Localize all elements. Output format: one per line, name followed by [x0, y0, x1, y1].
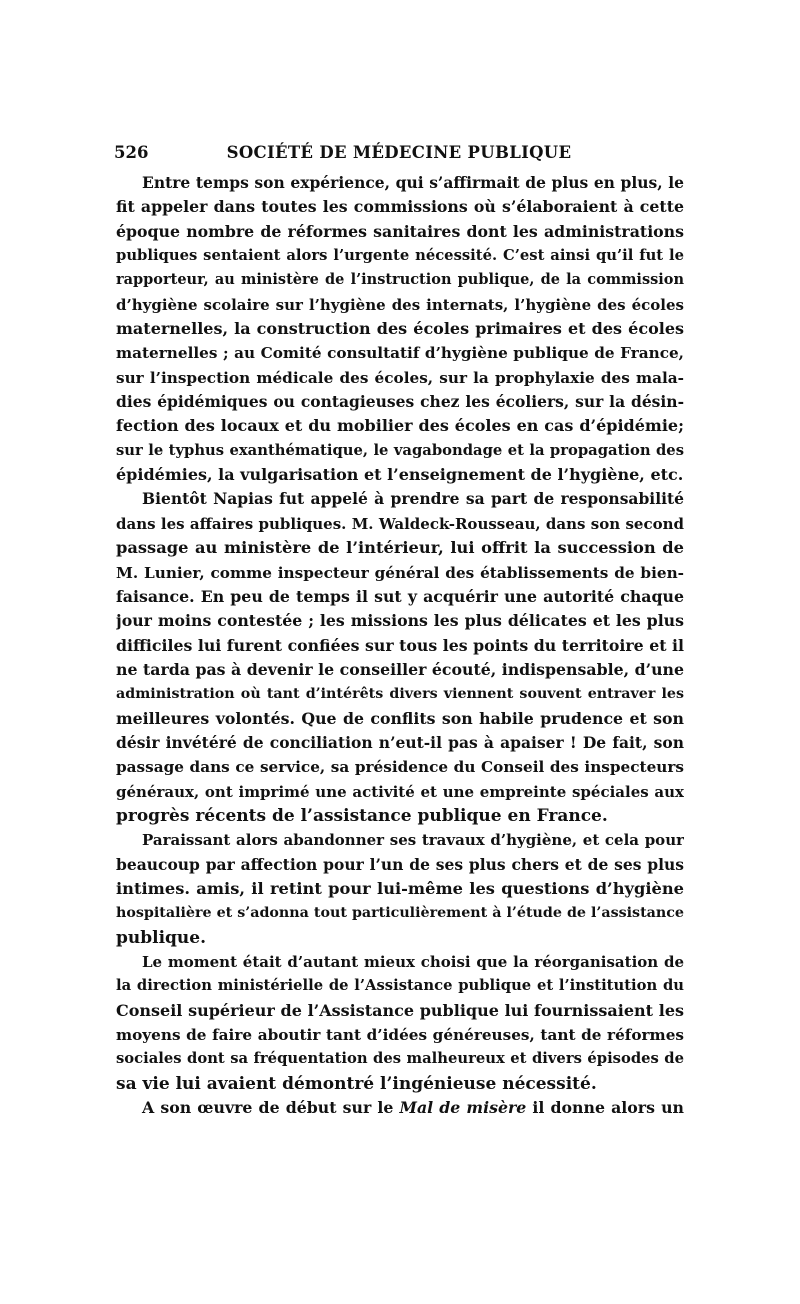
text-line: passage au ministère de l’intérieur, lui offrit la succession de [116, 538, 684, 558]
text-run: il donne alors un [526, 1098, 684, 1118]
text-line: la direction ministérielle de l’Assistance publique et l’institution du [116, 977, 684, 995]
body-text [116, 171, 684, 1120]
text-line: publique. [116, 927, 207, 948]
paragraph-5 [116, 1096, 684, 1120]
text-line: fection des locaux et du mobilier des écoles en cas d’épidémie; [116, 416, 684, 436]
text-run: A son œuvre de début sur le [142, 1098, 400, 1118]
text-line: dies épidémiques ou contagieuses chez les écoliers, sur la désin- [116, 392, 684, 412]
text-line: ne tarda pas à devenir le conseiller écouté, indispensable, d’une [116, 659, 684, 679]
text-line: fit appeler dans toutes les commissions où s’élaboraient à cette [116, 197, 684, 217]
running-head [114, 143, 684, 169]
page-number: 526 [114, 143, 149, 162]
text-line: désir invétéré de conciliation n’eut-il pas à apaiser ! De fait, son [116, 732, 684, 752]
text-line: hospitalière et s’adonna tout particulièrement à l’étude de l’assistance [116, 905, 684, 922]
text-line: faisance. En peu de temps il sut y acquérir une autorité chaque [116, 586, 684, 606]
book-title: Mal de misère [399, 1098, 527, 1118]
paragraph-1 [116, 171, 684, 487]
text-line: administration où tant d’intérêts divers viennent souvent entraver les [116, 686, 684, 703]
text-line: maternelles, la construction des écoles primaires et des écoles [116, 319, 684, 339]
text-line: publiques sentaient alors l’urgente nécessité. C’est ainsi qu’il fut le [116, 247, 684, 265]
text-line: difficiles lui furent confiées sur tous les points du territoire et il [116, 635, 684, 655]
text-line: meilleures volontés. Que de conflits son habile prudence et son [116, 708, 684, 728]
text-line: dans les affaires publiques. M. Waldeck-Rousseau, dans son second [116, 514, 684, 533]
text-line: époque nombre de réformes sanitaires dont les administrations [116, 221, 684, 241]
text-line: intimes. amis, il retint pour lui-même les questions d’hygiène [116, 878, 684, 898]
paragraph-4 [116, 950, 684, 1096]
paragraph-2 [116, 487, 684, 828]
paragraph-3 [116, 828, 684, 950]
text-line: rapporteur, au ministère de l’instruction publique, de la commission [116, 271, 684, 289]
text-line: moyens de faire aboutir tant d’idées généreuses, tant de réformes [116, 1026, 684, 1045]
running-title: SOCIÉTÉ DE MÉDECINE PUBLIQUE [226, 143, 572, 162]
text-line: Entre temps son expérience, qui s’affirmait de plus en plus, le [142, 173, 684, 192]
text-line: maternelles ; au Comité consultatif d’hygiène publique de France, [116, 344, 684, 363]
text-line: sur le typhus exanthématique, le vagabondage et la propagation des [116, 441, 684, 459]
text-line [116, 1096, 684, 1120]
text-line: Le moment était d’autant mieux choisi que la réorganisation de [142, 953, 684, 971]
text-line: épidémies, la vulgarisation et l’enseignement de l’hygiène, etc. [116, 465, 684, 485]
text-line: passage dans ce service, sa présidence du Conseil des inspecteurs [116, 758, 684, 777]
text-line: beaucoup par affection pour l’un de ses plus chers et de ses plus [116, 854, 684, 874]
text-line: jour moins contestée ; les missions les plus délicates et les plus [116, 611, 684, 631]
text-line: M. Lunier, comme inspecteur général des établissements de bien- [116, 563, 684, 582]
text-line: sur l’inspection médicale des écoles, sur la prophylaxie des mala- [116, 368, 684, 387]
text-line: Bientôt Napias fut appelé à prendre sa part de responsabilité [142, 489, 684, 509]
text-line: sa vie lui avaient démontré l’ingénieuse nécessité. [116, 1073, 597, 1094]
text-line: généraux, ont imprimé une activité et une empreinte spéciales aux [116, 782, 684, 801]
text-line: progrès récents de l’assistance publique en France. [116, 805, 608, 826]
text-line: Conseil supérieur de l’Assistance publique lui fournissaient les [116, 1000, 684, 1020]
text-line: sociales dont sa fréquentation des malheureux et divers épisodes de [116, 1050, 684, 1068]
text-line: d’hygiène scolaire sur l’hygiène des internats, l’hygiène des écoles [116, 295, 684, 314]
text-line: Paraissant alors abandonner ses travaux d’hygiène, et cela pour [142, 831, 684, 850]
